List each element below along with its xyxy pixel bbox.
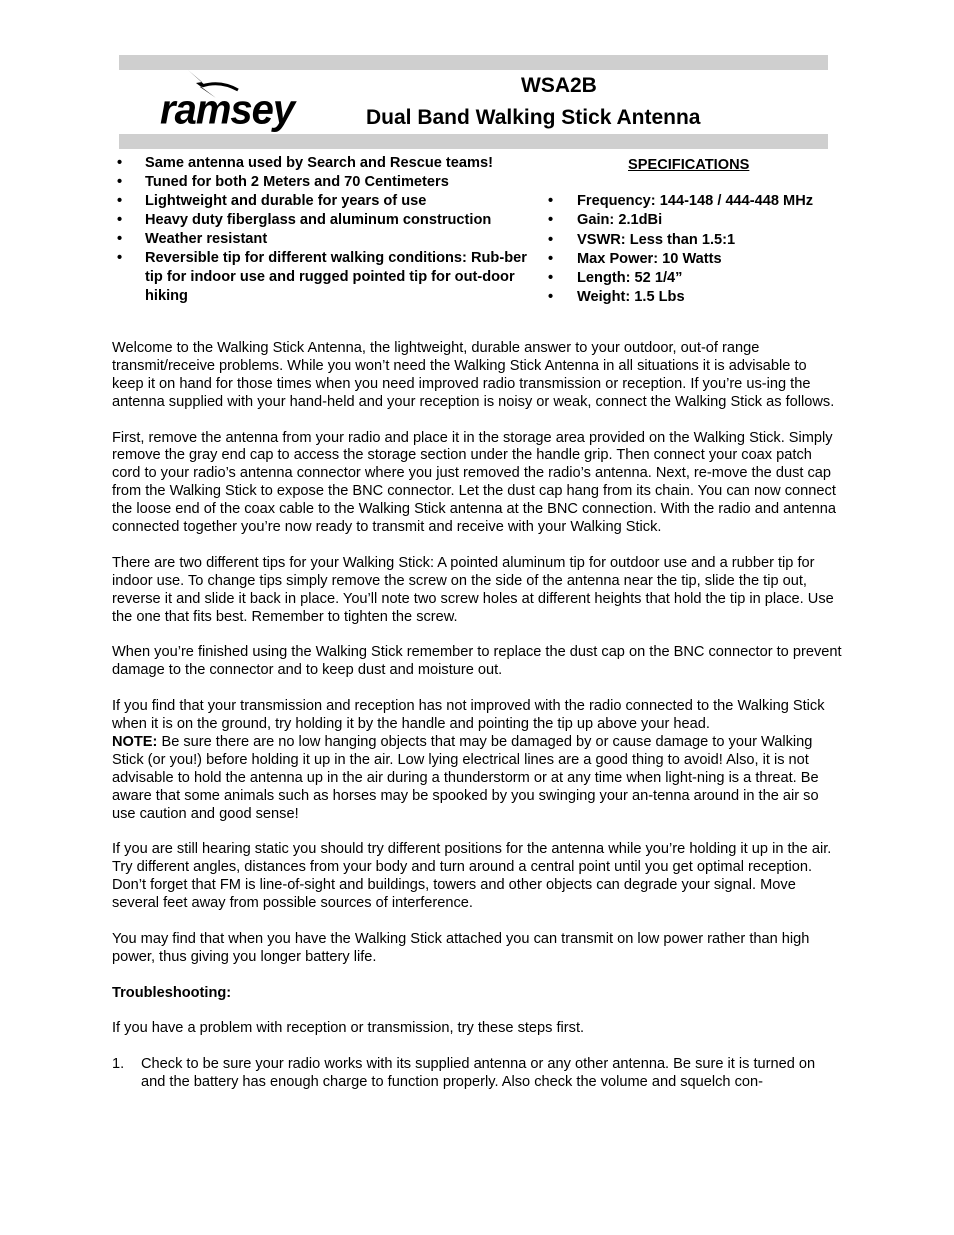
logo-wordmark: ramsey bbox=[160, 86, 295, 134]
list-item: • Frequency: 144-148 / 444-448 MHz bbox=[545, 192, 845, 211]
bullet-icon: • bbox=[548, 193, 554, 209]
troubleshooting-heading: Troubleshooting: bbox=[112, 984, 232, 1001]
bullet-icon: • bbox=[548, 231, 554, 248]
bullet-icon: • bbox=[117, 231, 123, 248]
troubleshooting-steps bbox=[112, 1056, 842, 1092]
list-item: • Reversible tip for different walking conditions: Rub-ber tip for indoor use and rugged pointed tip for out-door hiking bbox=[117, 250, 527, 304]
bullet-icon: • bbox=[117, 193, 123, 210]
bullet-icon: • bbox=[548, 212, 554, 229]
setup-paragraph: First, remove the antenna from your radio and place it in the storage area provided on the Walking Stick. Simply remove the gray end cap to access the storage section under the handle grip. Then connect your coax patch cord to your radio’s antenna connector where you just removed the radio’s antenna. Next, re-move the dust cap from the Walking Stick to expose the BNC connector. Let the dust cap hang from its chain. You can now connect the loose end of the coax cable to the Walking Stick antenna at the BNC connection. With the radio and antenna connected together you’re now ready to transmit and receive with your Walking Stick. bbox=[112, 429, 836, 536]
list-item: • Weight: 1.5 Lbs bbox=[545, 288, 845, 307]
model-number: WSA2B bbox=[521, 74, 597, 97]
intro-paragraph: Welcome to the Walking Stick Antenna, the lightweight, durable answer to your outdoor, out-of range transmit/receive problems. While you won’t need the Walking Stick Antenna in all situations it is advisable to keep it on hand for those times when you need improved radio transmission or reception. If you’re us-ing the antenna supplied with your hand-held and your reception is noisy or weak, connect the Walking Stick as follows. bbox=[112, 340, 835, 410]
holding-paragraph: If you find that your transmission and reception has not improved with the radio connected to the Walking Stick when it is on the ground, try holding it by the handle and pointing the tip up above your head. NOTE: Be sure there are no low hanging objects that may be damaged by or cause damage to your Walking Stick (or you!) before holding it up in the air. Low lying electrical lines are a good thing to avoid! Also, it is not advisable to hold the antenna up in the air during a thunderstorm or at any time when light-ning is a threat. Be aware that some animals such as horses may be spooked by you swinging your an-tenna around in the air so use caution and good sense! bbox=[112, 698, 825, 822]
bullet-icon: • bbox=[117, 174, 123, 191]
troubleshooting-intro: If you have a problem with reception or transmission, try these steps first. bbox=[112, 1020, 585, 1037]
specifications-heading: SPECIFICATIONS bbox=[628, 157, 750, 173]
body-text bbox=[112, 340, 842, 1092]
bullet-icon: • bbox=[117, 250, 123, 267]
document-title bbox=[366, 72, 786, 132]
product-name: Dual Band Walking Stick Antenna bbox=[366, 106, 701, 129]
feature-list bbox=[112, 154, 542, 306]
list-item: • Tuned for both 2 Meters and 70 Centimeters bbox=[117, 174, 449, 191]
list-item: • Max Power: 10 Watts bbox=[545, 250, 845, 269]
note-label: NOTE: bbox=[112, 733, 158, 750]
list-item: • Heavy duty fiberglass and aluminum construction bbox=[117, 212, 492, 229]
ramsey-logo bbox=[160, 68, 320, 136]
bullet-icon: • bbox=[548, 270, 554, 287]
bullet-icon: • bbox=[117, 212, 123, 229]
header-bottom-bar bbox=[119, 134, 828, 149]
list-item: • Same antenna used by Search and Rescue teams! bbox=[117, 155, 493, 171]
specifications-list bbox=[545, 192, 845, 308]
dust-cap-paragraph: When you’re finished using the Walking Stick remember to replace the dust cap on the BNC connector to prevent damage to the connector and to keep dust and moisture out. bbox=[112, 644, 842, 679]
list-item: • Gain: 2.1dBi bbox=[545, 211, 845, 230]
bullet-icon: • bbox=[548, 250, 554, 267]
bullet-icon: • bbox=[548, 289, 554, 306]
list-item: 1. Check to be sure your radio works with its supplied antenna or any other antenna. Be sure it is turned on and the battery has enough charge to function properly. Also check the volume and squelch con- bbox=[112, 1056, 816, 1091]
step-number: 1. bbox=[112, 1056, 125, 1073]
list-item: • VSWR: Less than 1.5:1 bbox=[545, 231, 845, 250]
list-item: • Length: 52 1/4” bbox=[545, 269, 845, 288]
list-item: • Lightweight and durable for years of use bbox=[117, 193, 427, 210]
bullet-icon: • bbox=[117, 155, 123, 171]
positions-paragraph: If you are still hearing static you should try different positions for the antenna while you’re holding it up in the air. Try different angles, distances from your body and turn around a central point until you get optimal reception. Don’t forget that FM is line-of-sight and buildings, towers and other objects can degrade your signal. Move several feet away from possible sources of interference. bbox=[112, 841, 832, 912]
list-item: • Weather resistant bbox=[117, 231, 268, 248]
tips-paragraph: There are two different tips for your Walking Stick: A pointed aluminum tip for outdoor use and a rubber tip for indoor use. To change tips simply remove the screw on the side of the antenna near the tip, slide the tip out, reverse it and slide it back in place. You’ll note two screw holes at different heights that hold the tip in place. Use the one that fits best. Remember to tighten the screw. bbox=[112, 554, 834, 625]
power-paragraph: You may find that when you have the Walking Stick attached you can transmit on low power rather than high power, thus giving you longer battery life. bbox=[112, 930, 810, 965]
